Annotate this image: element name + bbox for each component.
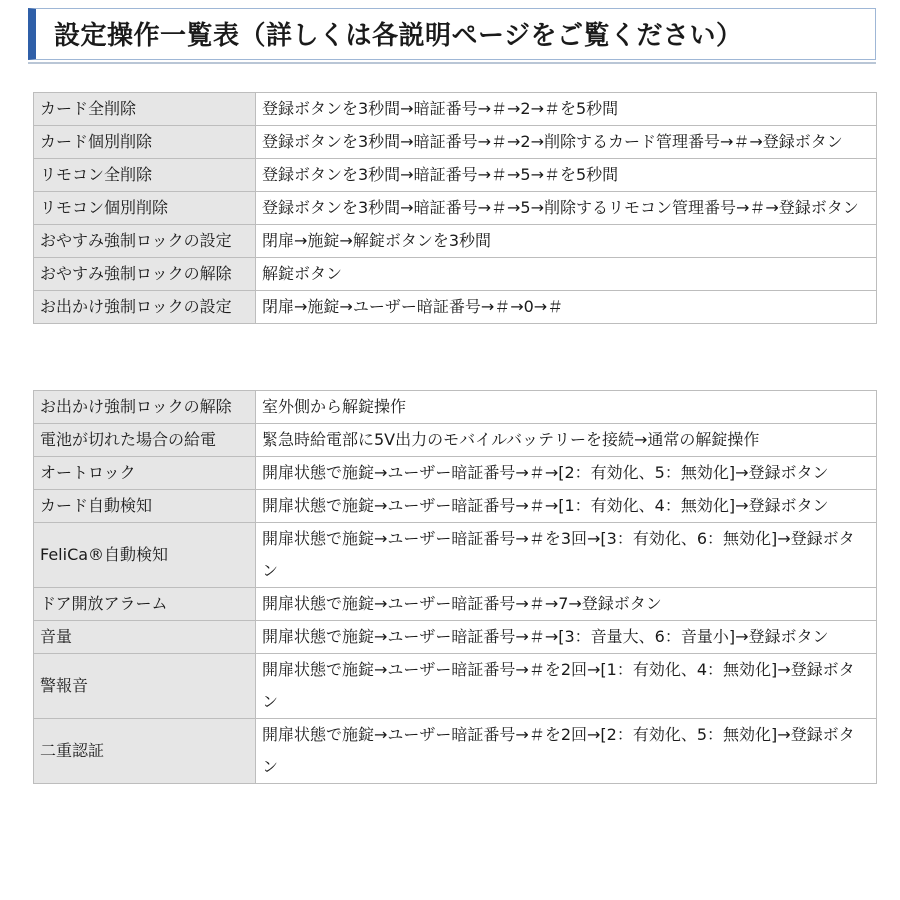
row-value: 開扉状態で施錠→ユーザー暗証番号→＃→7→登録ボタン — [256, 588, 877, 621]
table-row — [34, 93, 877, 126]
row-label: 電池が切れた場合の給電 — [34, 424, 256, 457]
row-value: 開扉状態で施錠→ユーザー暗証番号→＃→[1：有効化、4：無効化]→登録ボタン — [256, 490, 877, 523]
row-value: 開扉状態で施錠→ユーザー暗証番号→＃を2回→[2：有効化、5：無効化]→登録ボタン — [256, 719, 877, 784]
table-row — [34, 523, 877, 588]
row-label: お出かけ強制ロックの設定 — [34, 291, 256, 324]
row-value: 開扉状態で施錠→ユーザー暗証番号→＃を2回→[1：有効化、4：無効化]→登録ボタン — [256, 654, 877, 719]
table-row — [34, 258, 877, 291]
table-row — [34, 719, 877, 784]
settings-table-2-body — [34, 391, 877, 784]
row-value: 開扉状態で施錠→ユーザー暗証番号→＃→[3：音量大、6：音量小]→登録ボタン — [256, 621, 877, 654]
row-value: 登録ボタンを3秒間→暗証番号→＃→5→削除するリモコン管理番号→＃→登録ボタン — [256, 192, 877, 225]
title-box — [28, 8, 876, 60]
table-row — [34, 490, 877, 523]
row-value: 解錠ボタン — [256, 258, 877, 291]
row-label: ドア開放アラーム — [34, 588, 256, 621]
table-row — [34, 192, 877, 225]
row-label: お出かけ強制ロックの解除 — [34, 391, 256, 424]
table-row — [34, 621, 877, 654]
table-row — [34, 588, 877, 621]
settings-table-2 — [33, 390, 877, 784]
table-row — [34, 654, 877, 719]
row-label: リモコン全削除 — [34, 159, 256, 192]
row-value: 開扉状態で施錠→ユーザー暗証番号→＃を3回→[3：有効化、6：無効化]→登録ボタン — [256, 523, 877, 588]
row-value: 開扉状態で施錠→ユーザー暗証番号→＃→[2：有効化、5：無効化]→登録ボタン — [256, 457, 877, 490]
row-label: リモコン個別削除 — [34, 192, 256, 225]
row-value: 登録ボタンを3秒間→暗証番号→＃→5→＃を5秒間 — [256, 159, 877, 192]
page-title: 設定操作一覧表（詳しくは各説明ページをご覧ください） — [54, 21, 743, 51]
row-label: 音量 — [34, 621, 256, 654]
table-row — [34, 126, 877, 159]
row-label: カード全削除 — [34, 93, 256, 126]
row-value: 閉扉→施錠→ユーザー暗証番号→＃→0→＃ — [256, 291, 877, 324]
row-value: 室外側から解錠操作 — [256, 391, 877, 424]
row-label: 二重認証 — [34, 719, 256, 784]
row-label: オートロック — [34, 457, 256, 490]
table-row — [34, 424, 877, 457]
row-label: FeliCa®自動検知 — [34, 523, 256, 588]
row-value: 緊急時給電部に5V出力のモバイルバッテリーを接続→通常の解錠操作 — [256, 424, 877, 457]
title-divider — [28, 62, 876, 64]
row-value: 登録ボタンを3秒間→暗証番号→＃→2→削除するカード管理番号→＃→登録ボタン — [256, 126, 877, 159]
settings-table-1-body — [34, 93, 877, 324]
table-row — [34, 457, 877, 490]
table-row — [34, 391, 877, 424]
table-row — [34, 225, 877, 258]
row-label: カード個別削除 — [34, 126, 256, 159]
row-label: カード自動検知 — [34, 490, 256, 523]
row-label: 警報音 — [34, 654, 256, 719]
row-label: おやすみ強制ロックの解除 — [34, 258, 256, 291]
row-value: 閉扉→施錠→解錠ボタンを3秒間 — [256, 225, 877, 258]
row-value: 登録ボタンを3秒間→暗証番号→＃→2→＃を5秒間 — [256, 93, 877, 126]
table-row — [34, 291, 877, 324]
settings-table-1 — [33, 92, 877, 324]
row-label: おやすみ強制ロックの設定 — [34, 225, 256, 258]
table-row — [34, 159, 877, 192]
